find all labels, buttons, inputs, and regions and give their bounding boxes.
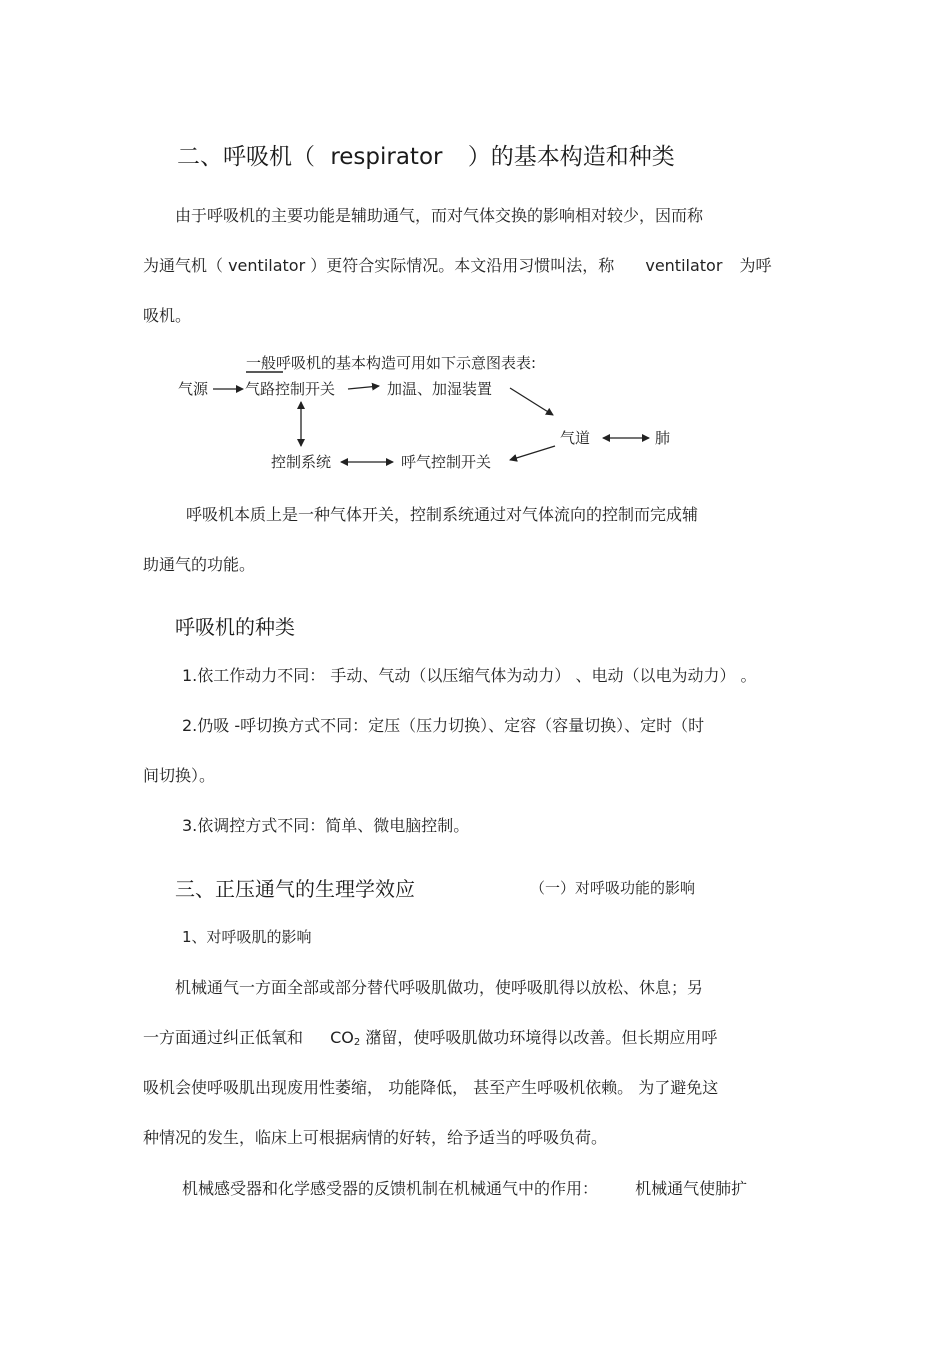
- title-part-2: respirator: [330, 144, 443, 170]
- paragraph-line: 呼吸机本质上是一种气体开关，控制系统通过对气体流向的控制而完成辅: [186, 505, 699, 524]
- arrow-humidifier-to-airway: [510, 388, 553, 415]
- paragraph-line: 种情况的发生，临床上可根据病情的好转，给予适当的呼吸负荷。: [143, 1128, 608, 1147]
- type-item-2: 2.仍吸 -呼切换方式不同：定压（压力切换）、定容（容量切换）、定时（时: [182, 716, 705, 735]
- co2-label: [330, 1028, 360, 1047]
- paragraph-line: [182, 1181, 747, 1197]
- diagram-caption: 一般呼吸机的基本构造可用如下示意图表表:: [246, 354, 537, 372]
- paragraph-line: [143, 258, 772, 274]
- node-expiration-switch: 呼气控制开关: [401, 453, 492, 471]
- paragraph-line: 机械通气一方面全部或部分替代呼吸肌做功，使呼吸肌得以放松、休息；另: [175, 978, 704, 997]
- text-run: CO: [330, 1028, 354, 1047]
- types-heading: 呼吸机的种类: [175, 615, 295, 639]
- arrow-switch-to-humidifier: [348, 386, 379, 389]
- node-airway-switch: 气路控制开关: [245, 380, 336, 398]
- ventilator-structure-diagram: [165, 348, 725, 478]
- node-gas-source: 气源: [178, 380, 209, 398]
- text-run: 为通气机（ ventilator ）更符合实际情况。本文沿用习惯叫法，称: [143, 256, 615, 275]
- type-item-2-cont: 间切换）。: [143, 766, 216, 785]
- text-run: 一方面通过纠正低氧和: [143, 1028, 304, 1047]
- title-part-3: ）的基本构造和种类: [467, 144, 675, 170]
- paragraph-line: 助通气的功能。: [143, 555, 256, 574]
- type-item-1: 1.依工作动力不同： 手动、气动（以压缩气体为动力） 、电动（以电为动力） 。: [182, 666, 757, 685]
- paragraph-line: 吸机。: [143, 306, 192, 325]
- section-2-title: [177, 146, 675, 169]
- node-control-system: 控制系统: [271, 453, 332, 471]
- node-humidifier: 加温、加湿装置: [387, 380, 493, 398]
- paragraph-line: [143, 1030, 717, 1048]
- text-run: 潴留，使呼吸肌做功环境得以改善。但长期应用呼: [365, 1028, 718, 1047]
- title-part-1: 二、呼吸机（: [177, 144, 315, 170]
- node-lung: 肺: [655, 429, 671, 447]
- text-run: 为呼: [739, 256, 772, 275]
- section-3-subtitle: （一）对呼吸功能的影响: [530, 879, 696, 897]
- text-run: ventilator: [645, 256, 723, 275]
- node-airway: 气道: [560, 429, 591, 447]
- paragraph-line: 吸机会使呼吸肌出现废用性萎缩， 功能降低， 甚至产生呼吸机依赖。 为了避免这: [143, 1078, 719, 1097]
- subscript: 2: [353, 1037, 361, 1048]
- section-3-title: 三、正压通气的生理学效应: [175, 877, 415, 901]
- text-run: 机械通气使肺扩: [635, 1179, 748, 1198]
- type-item-3: 3.依调控方式不同：简单、微电脑控制。: [182, 816, 470, 835]
- arrow-airway-to-expiration: [510, 446, 555, 460]
- paragraph-line: 由于呼吸机的主要功能是辅助通气，而对气体交换的影响相对较少，因而称: [175, 206, 704, 225]
- text-run: 机械感受器和化学感受器的反馈机制在机械通气中的作用：: [182, 1179, 599, 1198]
- subsection-heading: 1、对呼吸肌的影响: [182, 928, 312, 946]
